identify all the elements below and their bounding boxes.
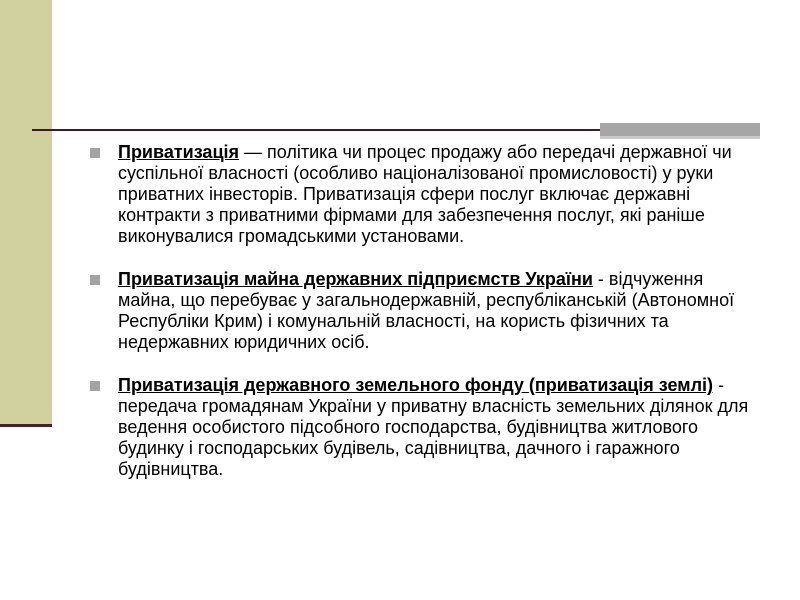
bullet-text: - відчуження майна, що перебуває у загальнодержавній, республіканській (Автономної Республіки Крим) і комунальній власності, на користь фізичних та недержавних юридичних осіб. [118,269,735,352]
accent-bar-shadow [600,136,760,139]
slide-content [90,142,758,480]
bullet-term: Приватизація [118,142,240,162]
square-bullet-icon [90,275,100,285]
bullet-land-privatization [90,375,758,480]
bullet-text: - передача громадянам України у приватну власність земельних ділянок для ведення особистого підсобного господарства, будівництва житлового будинку і господарських будівель, садівництва, дачного і гаражного будівництва. [118,375,749,479]
bullet-privatization-definition [90,142,758,247]
bullet-text: — політика чи процес продажу або передачі державної чи суспільної власності (особливо націоналізованої промисловості) у руки приватних інвесторів. Приватизація сфери послуг включає державні контракти з приватними фірмами для забезпечення послуг, які раніше виконувалися громадськими установами. [118,142,732,246]
bullet-term: Приватизація майна державних підприємств України [118,269,593,289]
square-bullet-icon [90,148,100,158]
side-decor-line [0,424,52,427]
bullet-state-enterprise-privatization [90,269,758,353]
square-bullet-icon [90,381,100,391]
bullet-term: Приватизація державного земельного фонду (приватизація землі) [118,375,714,395]
side-decor-band [0,0,52,426]
accent-bar [600,123,760,136]
